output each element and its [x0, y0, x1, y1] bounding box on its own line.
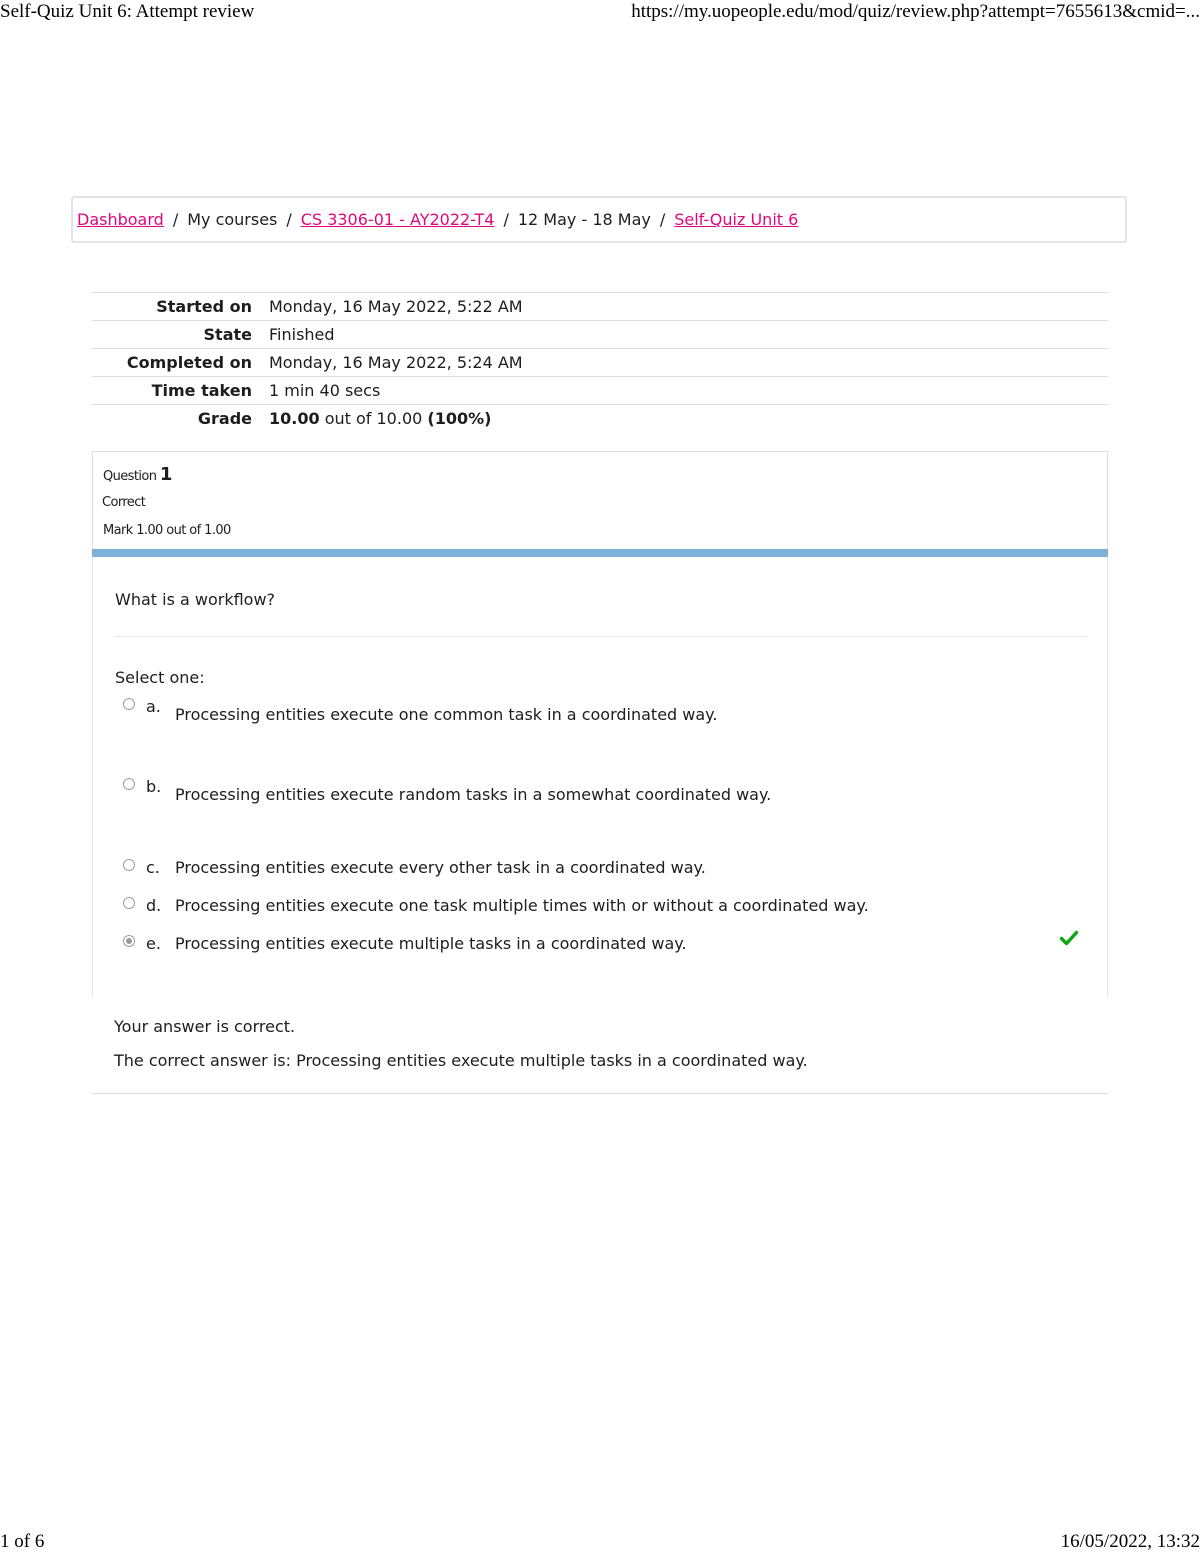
time-taken-value: 1 min 40 secs	[269, 381, 381, 400]
option-letter: c.	[146, 858, 160, 877]
grade-out-of: out of 10.00	[324, 409, 423, 429]
question-info	[92, 451, 1108, 549]
question-divider-bar	[92, 549, 1108, 557]
radio-e-selected[interactable]	[123, 935, 135, 947]
question-content	[92, 557, 1108, 998]
answer-option-e[interactable]	[123, 934, 687, 953]
answer-option-d[interactable]	[123, 896, 869, 915]
grade-label: Grade	[197, 409, 252, 429]
completed-label: Completed on	[126, 353, 252, 372]
breadcrumb-quiz-link[interactable]: Self-Quiz Unit 6	[674, 210, 799, 229]
answer-option-c[interactable]	[123, 858, 706, 877]
question-text: What is a workflow?	[115, 590, 276, 609]
radio-d[interactable]	[123, 897, 135, 909]
breadcrumb-separator: /	[286, 210, 292, 229]
grade-score: 10.00	[269, 409, 320, 429]
started-label: Started on	[156, 297, 252, 316]
print-datetime: 16/05/2022, 13:32	[1060, 1531, 1200, 1552]
option-letter: d.	[146, 896, 162, 915]
breadcrumb-separator: /	[503, 210, 509, 229]
radio-a[interactable]	[123, 698, 135, 710]
question-mark: Mark 1.00 out of 1.00	[103, 523, 231, 538]
radio-b[interactable]	[123, 778, 135, 790]
answer-option-b[interactable]	[123, 777, 771, 804]
state-value: Finished	[269, 325, 335, 344]
breadcrumb-course-link[interactable]: CS 3306-01 - AY2022-T4	[300, 210, 495, 229]
attempt-summary-table	[92, 292, 1108, 433]
page-number: 1 of 6	[0, 1531, 45, 1552]
option-text: Processing entities execute multiple tasks in a coordinated way.	[175, 934, 687, 953]
summary-row-grade	[92, 405, 1108, 433]
answer-option-a[interactable]	[123, 697, 717, 724]
option-letter: b.	[146, 777, 162, 796]
breadcrumb-dashboard-link[interactable]: Dashboard	[77, 210, 164, 229]
option-letter: a.	[146, 697, 161, 716]
print-header	[0, 1, 1200, 23]
print-url: https://my.uopeople.edu/mod/quiz/review.php?attempt=7655613&cmid=...	[631, 1, 1200, 22]
feedback-text: Your answer is correct.	[114, 1017, 296, 1036]
question-state: Correct	[102, 495, 146, 510]
option-letter: e.	[146, 934, 161, 953]
question-separator	[115, 636, 1087, 637]
print-footer	[0, 1531, 1200, 1553]
time-taken-label: Time taken	[151, 381, 252, 400]
check-icon	[1060, 930, 1078, 946]
option-text: Processing entities execute one common task in a coordinated way.	[175, 705, 718, 724]
breadcrumb	[71, 196, 1127, 243]
state-label: State	[203, 325, 252, 344]
grade-percent: (100%)	[427, 409, 492, 429]
completed-value: Monday, 16 May 2022, 5:24 AM	[269, 353, 523, 372]
breadcrumb-separator: /	[659, 210, 666, 229]
radio-c[interactable]	[123, 859, 135, 871]
breadcrumb-separator: /	[172, 210, 179, 229]
option-text: Processing entities execute one task multiple times with or without a coordinated way.	[175, 896, 869, 915]
summary-row-time	[92, 377, 1108, 405]
grade-value	[269, 405, 1108, 433]
summary-row-state	[92, 321, 1108, 349]
option-text: Processing entities execute random tasks in a somewhat coordinated way.	[175, 785, 772, 804]
question-label: Question	[103, 469, 157, 484]
question-number	[103, 464, 172, 485]
question-feedback	[92, 998, 1108, 1094]
summary-row-completed	[92, 349, 1108, 377]
started-value: Monday, 16 May 2022, 5:22 AM	[269, 297, 523, 316]
summary-row-started	[92, 293, 1108, 321]
right-answer-text: The correct answer is: Processing entities execute multiple tasks in a coordinated way.	[114, 1051, 808, 1070]
breadcrumb-week: 12 May - 18 May	[517, 210, 651, 229]
breadcrumb-my-courses: My courses	[187, 210, 278, 229]
question-number-value: 1	[159, 464, 173, 485]
print-title: Self-Quiz Unit 6: Attempt review	[0, 1, 255, 22]
option-text: Processing entities execute every other task in a coordinated way.	[175, 858, 706, 877]
select-one-prompt: Select one:	[115, 668, 205, 687]
